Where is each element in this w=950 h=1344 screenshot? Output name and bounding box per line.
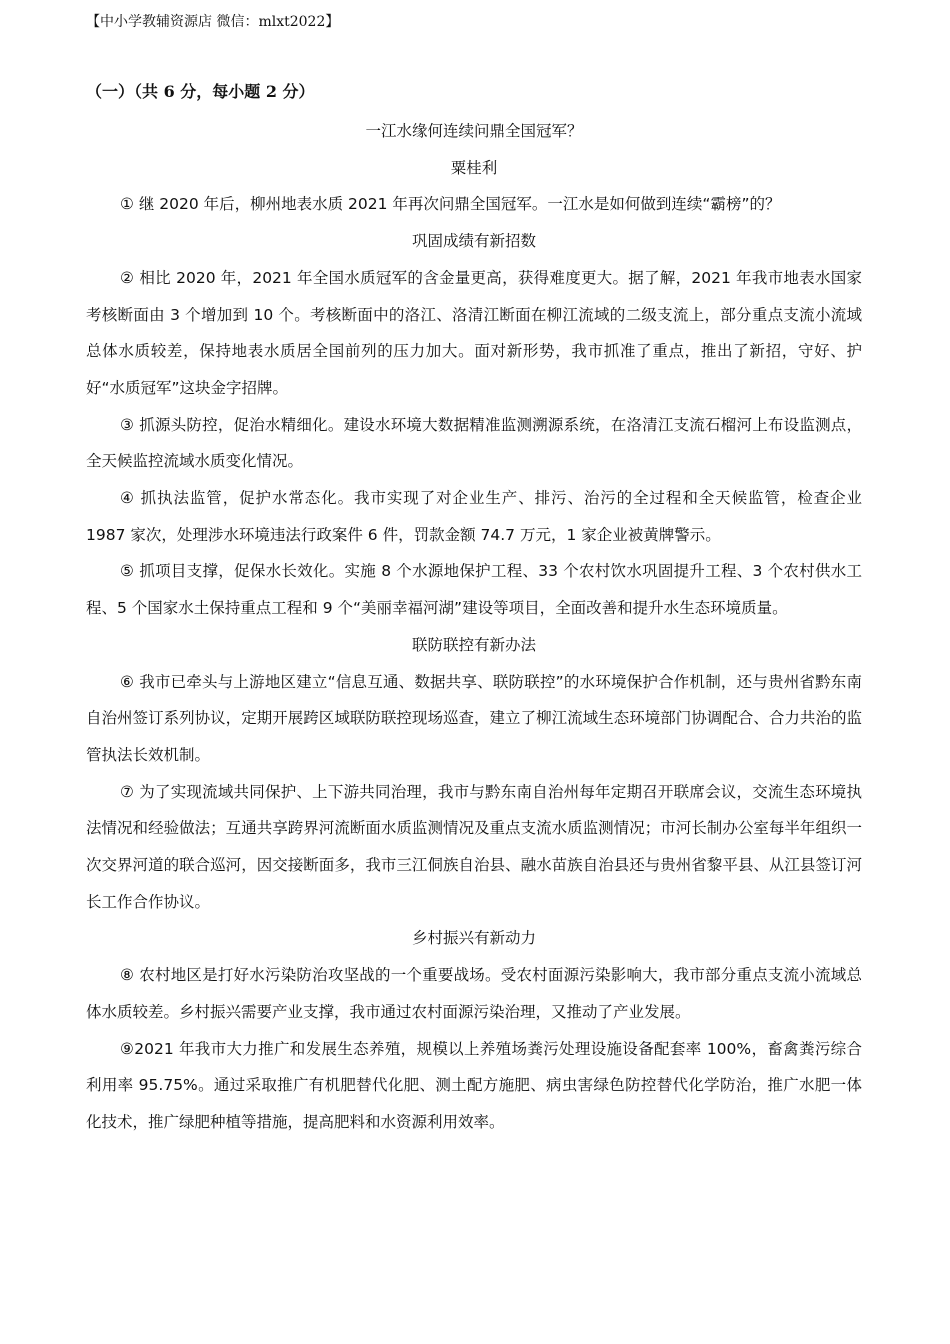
- subheading-3: 乡村振兴有新动力: [411, 929, 536, 948]
- paragraph-3: ③ 抓源头防控，促治水精细化。建设水环境大数据精准监测溯源系统，在洛清江支流石榴河上布设监测点，全天候监控流域水质变化情况。: [86, 415, 862, 471]
- paragraph-7: ⑦ 为了实现流域共同保护、上下游共同治理，我市与黔东南自治州每年定期召开联席会议，交流生态环境执法情况和经验做法；互通共享跨界河流断面水质监测情况及重点支流水质监测情况；市河长制办公室每半年组织一次交界河道的联合巡河，因交接断面多，我市三江侗族自治县、融水苗族自治县还与贵州省黎平县、从江县签订河长工作合作协议。: [86, 782, 862, 911]
- paragraph-1: ① 继 2020 年后，柳州地表水质 2021 年再次问鼎全国冠军。一江水是如何做到连续“霸榜”的？: [120, 195, 781, 214]
- section-title: （一）（共 6 分，每小题 2 分）: [86, 82, 315, 101]
- header-note: 【中小学教辅资源店 微信：mlxt2022】: [86, 14, 340, 30]
- article-author: 粟桂利: [450, 158, 498, 177]
- paragraph-6: ⑥ 我市已牵头与上游地区建立“信息互通、数据共享、联防联控”的水环境保护合作机制，还与贵州省黔东南自治州签订系列协议，定期开展跨区域联防联控现场巡查，建立了柳江流域生态环境部门协调配合、合力共治的监管执法长效机制。: [86, 672, 862, 764]
- paragraph-5: ⑤ 抓项目支撑，促保水长效化。实施 8 个水源地保护工程、33 个农村饮水巩固提升工程、3 个农村供水工程、5 个国家水土保持重点工程和 9 个“美丽幸福河湖”建设等项目，全面改善和提升水生态环境质量。: [86, 562, 862, 618]
- article-title: 一江水缘何连续问鼎全国冠军？: [365, 122, 583, 140]
- subheading-1: 巩固成绩有新招数: [411, 232, 536, 251]
- paragraph-2: ② 相比 2020 年，2021 年全国水质冠军的含金量更高，获得难度更大。据了解，2021 年我市地表水国家考核断面由 3 个增加到 10 个。考核断面中的洛江、洛清江断面在柳江流域的二级支流上，部分重点支流小流域总体水质较差，保持地表水质居全国前列的压力加大。面对新形势，我市抓准了重点，推出了新招，守好、护好“水质冠军”这块金字招牌。: [86, 268, 862, 397]
- article-body: [86, 113, 862, 1141]
- paragraph-8: ⑧ 农村地区是打好水污染防治攻坚战的一个重要战场。受农村面源污染影响大，我市部分重点支流小流域总体水质较差。乡村振兴需要产业支撑，我市通过农村面源污染治理，又推动了产业发展。: [86, 966, 862, 1021]
- paragraph-9: ⑨2021 年我市大力推广和发展生态养殖，规模以上养殖场粪污处理设施设备配套率 100%，畜禽粪污综合利用率 95.75%。通过采取推广有机肥替代化肥、测土配方施肥、病虫害绿色防控替代化学防治，推广水肥一体化技术，推广绿肥种植等措施，提高肥料和水资源利用效率。: [86, 1039, 862, 1131]
- subheading-2: 联防联控有新办法: [411, 635, 536, 654]
- paragraph-4: ④ 抓执法监管，促护水常态化。我市实现了对企业生产、排污、治污的全过程和全天候监管，检查企业 1987 家次，处理涉水环境违法行政案件 6 件，罚款金额 74.7 万元，1 家企业被黄牌警示。: [86, 489, 862, 544]
